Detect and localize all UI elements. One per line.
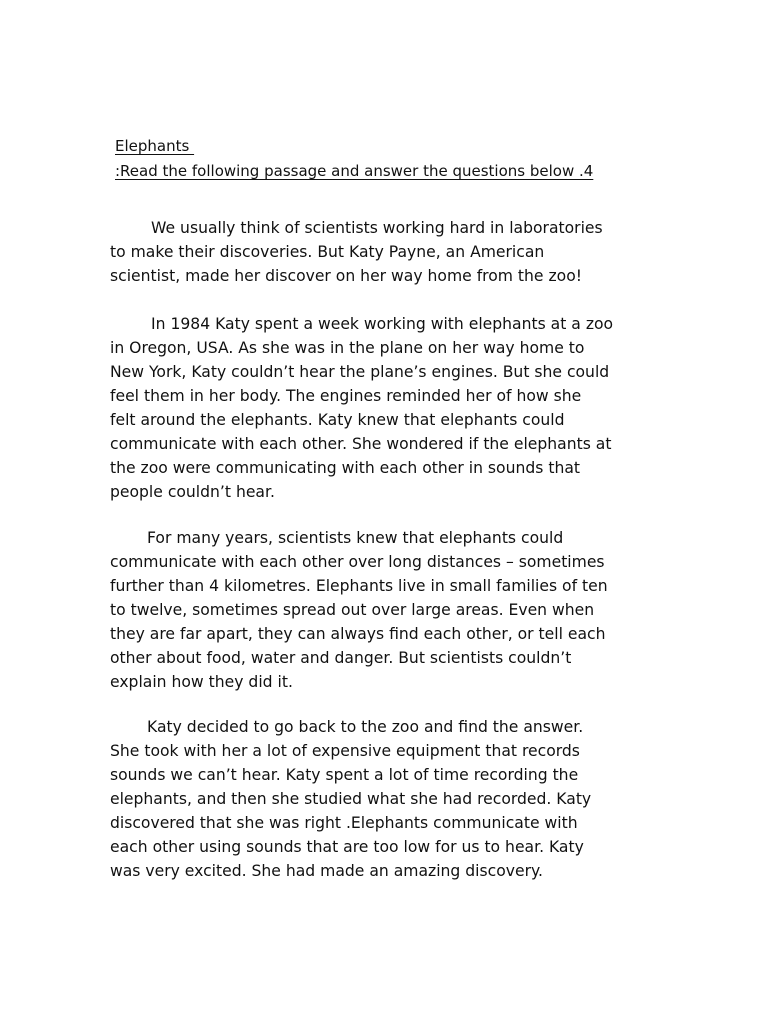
- paragraph-line: in Oregon, USA. As she was in the plane on her way home to: [110, 339, 585, 357]
- paragraph-line: We usually think of scientists working hard in laboratories: [151, 219, 603, 237]
- document-title: Elephants: [115, 137, 195, 155]
- paragraph-line: scientist, made her discover on her way home from the zoo!: [110, 267, 583, 285]
- paragraph-line: was very excited. She had made an amazing discovery.: [110, 862, 543, 880]
- paragraph-line: New York, Katy couldn’t hear the plane’s engines. But she could: [110, 363, 610, 381]
- paragraph-line: communicate with each other over long distances – sometimes: [110, 553, 605, 571]
- paragraph-line: each other using sounds that are too low for us to hear. Katy: [110, 838, 584, 856]
- paragraph-line: people couldn’t hear.: [110, 483, 275, 501]
- paragraph-line: other about food, water and danger. But scientists couldn’t: [110, 649, 572, 667]
- paragraph-3: [110, 526, 670, 694]
- paragraph-line: discovered that she was right .Elephants communicate with: [110, 814, 578, 832]
- paragraph-2: [110, 312, 670, 504]
- paragraph-line: they are far apart, they can always find each other, or tell each: [110, 625, 606, 643]
- paragraph-line: Katy decided to go back to the zoo and find the answer.: [147, 718, 584, 736]
- instruction-line: :Read the following passage and answer the questions below .4: [115, 162, 594, 180]
- paragraph-line: sounds we can’t hear. Katy spent a lot of time recording the: [110, 766, 579, 784]
- paragraph-line: In 1984 Katy spent a week working with elephants at a zoo: [151, 315, 614, 333]
- paragraph-line: to make their discoveries. But Katy Payne, an American: [110, 243, 545, 261]
- paragraph-line: feel them in her body. The engines reminded her of how she: [110, 387, 582, 405]
- paragraph-line: explain how they did it.: [110, 673, 293, 691]
- paragraph-line: to twelve, sometimes spread out over large areas. Even when: [110, 601, 595, 619]
- paragraph-line: For many years, scientists knew that elephants could: [147, 529, 564, 547]
- paragraph-line: further than 4 kilometres. Elephants live in small families of ten: [110, 577, 608, 595]
- paragraph-1: [110, 216, 670, 288]
- paragraph-line: felt around the elephants. Katy knew that elephants could: [110, 411, 565, 429]
- paragraph-line: She took with her a lot of expensive equipment that records: [110, 742, 580, 760]
- paragraph-4: [110, 715, 670, 883]
- paragraph-line: elephants, and then she studied what she had recorded. Katy: [110, 790, 592, 808]
- paragraph-line: the zoo were communicating with each other in sounds that: [110, 459, 580, 477]
- paragraph-line: communicate with each other. She wondered if the elephants at: [110, 435, 612, 453]
